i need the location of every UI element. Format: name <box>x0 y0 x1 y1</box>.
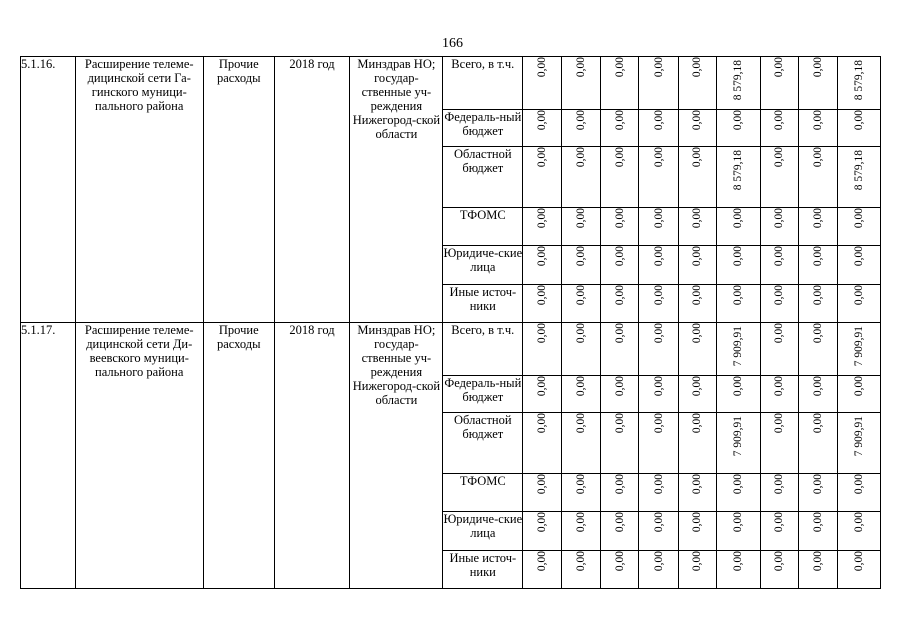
value-text: 0,00 <box>574 147 587 168</box>
value-text: 0,00 <box>574 376 587 397</box>
value-cell <box>561 474 600 512</box>
value-text: 0,00 <box>652 246 665 267</box>
value-text: 8 579,18 <box>732 150 745 191</box>
value-cell <box>523 246 561 285</box>
value-text: 7 909,91 <box>732 326 745 367</box>
value-text: 0,00 <box>691 246 704 267</box>
value-text: 7 909,91 <box>732 416 745 457</box>
value-text: 0,00 <box>652 147 665 168</box>
value-text: 0,00 <box>652 110 665 131</box>
funding-source-label: Иные источ-ники <box>443 285 523 323</box>
value-text: 0,00 <box>812 57 825 78</box>
value-text: 0,00 <box>732 551 745 572</box>
value-text: 0,00 <box>691 285 704 306</box>
value-text: 0,00 <box>773 246 786 267</box>
value-text: 0,00 <box>691 474 704 495</box>
value-text: 8 579,18 <box>732 60 745 101</box>
implementation-year: 2018 год <box>274 323 350 589</box>
value-cell <box>838 512 881 551</box>
value-cell <box>601 246 639 285</box>
value-cell <box>760 246 798 285</box>
value-text: 0,00 <box>652 285 665 306</box>
value-cell <box>561 110 600 147</box>
value-text: 0,00 <box>574 551 587 572</box>
value-cell <box>760 551 798 589</box>
value-cell <box>601 323 639 376</box>
value-text: 0,00 <box>535 512 548 533</box>
value-cell <box>639 147 678 208</box>
value-cell <box>601 208 639 246</box>
value-text: 0,00 <box>812 551 825 572</box>
value-cell <box>799 246 838 285</box>
funding-source-label: Федераль-ный бюджет <box>443 110 523 147</box>
value-text: 0,00 <box>574 110 587 131</box>
value-text: 0,00 <box>853 376 866 397</box>
value-text: 0,00 <box>613 147 626 168</box>
value-text: 0,00 <box>613 57 626 78</box>
value-cell <box>639 323 678 376</box>
value-cell <box>561 512 600 551</box>
value-text: 0,00 <box>773 110 786 131</box>
value-cell <box>799 285 838 323</box>
value-cell <box>838 474 881 512</box>
value-text: 0,00 <box>535 551 548 572</box>
value-cell <box>717 376 760 413</box>
value-cell <box>717 474 760 512</box>
value-cell <box>760 474 798 512</box>
value-text: 0,00 <box>691 376 704 397</box>
value-text: 0,00 <box>652 323 665 344</box>
value-cell <box>760 57 798 110</box>
value-text: 0,00 <box>652 208 665 229</box>
value-text: 0,00 <box>773 512 786 533</box>
value-cell <box>799 110 838 147</box>
value-text: 0,00 <box>613 413 626 434</box>
value-text: 0,00 <box>691 110 704 131</box>
value-cell <box>678 246 716 285</box>
value-text: 0,00 <box>732 285 745 306</box>
value-cell <box>523 323 561 376</box>
table-body <box>21 57 881 589</box>
value-text: 0,00 <box>535 208 548 229</box>
funding-source-label: ТФОМС <box>443 208 523 246</box>
value-cell <box>678 474 716 512</box>
value-text: 0,00 <box>613 208 626 229</box>
value-cell <box>523 376 561 413</box>
value-text: 0,00 <box>732 376 745 397</box>
value-cell <box>799 413 838 474</box>
value-cell <box>717 512 760 551</box>
value-cell <box>678 57 716 110</box>
value-text: 0,00 <box>652 474 665 495</box>
value-cell <box>678 376 716 413</box>
value-text: 0,00 <box>652 376 665 397</box>
value-cell <box>717 285 760 323</box>
funding-source-label: Иные источ-ники <box>443 551 523 589</box>
expense-type: Прочие расходы <box>203 323 274 589</box>
value-text: 0,00 <box>535 413 548 434</box>
value-cell <box>561 246 600 285</box>
value-text: 0,00 <box>853 110 866 131</box>
value-cell <box>601 147 639 208</box>
value-text: 0,00 <box>812 512 825 533</box>
value-text: 0,00 <box>691 323 704 344</box>
value-text: 0,00 <box>574 474 587 495</box>
funding-source-label: ТФОМС <box>443 474 523 512</box>
budget-table <box>20 56 881 589</box>
value-cell <box>760 376 798 413</box>
value-text: 0,00 <box>691 208 704 229</box>
value-cell <box>523 413 561 474</box>
value-text: 0,00 <box>574 512 587 533</box>
value-text: 0,00 <box>732 208 745 229</box>
value-cell <box>639 376 678 413</box>
funding-source-label: Всего, в т.ч. <box>443 323 523 376</box>
measure-number: 5.1.16. <box>21 57 76 323</box>
value-text: 0,00 <box>652 57 665 78</box>
value-cell <box>717 57 760 110</box>
value-cell <box>678 147 716 208</box>
value-text: 0,00 <box>773 413 786 434</box>
value-text: 0,00 <box>812 285 825 306</box>
value-cell <box>561 413 600 474</box>
value-text: 0,00 <box>812 110 825 131</box>
value-text: 0,00 <box>613 551 626 572</box>
value-cell <box>639 285 678 323</box>
value-text: 0,00 <box>574 57 587 78</box>
value-text: 0,00 <box>812 323 825 344</box>
value-text: 0,00 <box>853 208 866 229</box>
value-cell <box>760 512 798 551</box>
value-cell <box>760 147 798 208</box>
value-text: 0,00 <box>853 285 866 306</box>
measure-name: Расширение телеме-дицинской сети Ди-веевского муници-пального района <box>75 323 203 589</box>
value-text: 0,00 <box>613 285 626 306</box>
value-text: 0,00 <box>773 57 786 78</box>
value-text: 0,00 <box>574 285 587 306</box>
value-text: 0,00 <box>613 376 626 397</box>
value-text: 0,00 <box>574 323 587 344</box>
value-cell <box>760 413 798 474</box>
value-cell <box>717 323 760 376</box>
table-row <box>21 323 881 376</box>
value-cell <box>678 413 716 474</box>
value-text: 0,00 <box>613 323 626 344</box>
value-cell <box>523 110 561 147</box>
value-cell <box>523 285 561 323</box>
value-cell <box>799 323 838 376</box>
value-text: 0,00 <box>691 147 704 168</box>
value-text: 0,00 <box>613 512 626 533</box>
value-cell <box>678 208 716 246</box>
value-cell <box>561 376 600 413</box>
value-cell <box>601 474 639 512</box>
value-cell <box>561 208 600 246</box>
funding-source-label: Юридиче-ские лица <box>443 246 523 285</box>
value-text: 0,00 <box>535 147 548 168</box>
value-text: 7 909,91 <box>853 326 866 367</box>
value-text: 0,00 <box>691 551 704 572</box>
value-text: 0,00 <box>773 147 786 168</box>
value-cell <box>639 413 678 474</box>
value-cell <box>523 551 561 589</box>
value-cell <box>561 57 600 110</box>
value-cell <box>717 110 760 147</box>
page-number: 166 <box>442 36 463 51</box>
value-text: 0,00 <box>535 323 548 344</box>
expense-type: Прочие расходы <box>203 57 274 323</box>
value-text: 0,00 <box>853 512 866 533</box>
value-cell <box>678 512 716 551</box>
value-text: 0,00 <box>812 474 825 495</box>
value-text: 0,00 <box>812 208 825 229</box>
funding-source-label: Федераль-ный бюджет <box>443 376 523 413</box>
value-cell <box>717 147 760 208</box>
value-cell <box>639 110 678 147</box>
value-text: 0,00 <box>773 474 786 495</box>
value-text: 0,00 <box>574 208 587 229</box>
executor: Минздрав НО; государ-ственные уч-реждения Нижегород-ской области <box>350 323 443 589</box>
value-cell <box>601 57 639 110</box>
value-cell <box>838 147 881 208</box>
measure-name: Расширение телеме-дицинской сети Га-гинского муници-пального района <box>75 57 203 323</box>
value-cell <box>561 323 600 376</box>
value-text: 0,00 <box>691 413 704 434</box>
value-cell <box>561 551 600 589</box>
value-cell <box>799 147 838 208</box>
value-cell <box>639 246 678 285</box>
value-cell <box>799 57 838 110</box>
value-text: 0,00 <box>574 246 587 267</box>
funding-source-label: Юридиче-ские лица <box>443 512 523 551</box>
value-text: 0,00 <box>812 376 825 397</box>
value-cell <box>523 147 561 208</box>
value-cell <box>717 551 760 589</box>
value-cell <box>838 323 881 376</box>
value-text: 0,00 <box>652 512 665 533</box>
value-cell <box>639 512 678 551</box>
value-cell <box>601 285 639 323</box>
value-cell <box>760 285 798 323</box>
value-text: 0,00 <box>812 413 825 434</box>
value-cell <box>639 208 678 246</box>
value-text: 0,00 <box>574 413 587 434</box>
implementation-year: 2018 год <box>274 57 350 323</box>
value-text: 0,00 <box>732 474 745 495</box>
value-text: 0,00 <box>652 551 665 572</box>
value-text: 0,00 <box>732 246 745 267</box>
value-text: 0,00 <box>812 246 825 267</box>
value-text: 8 579,18 <box>853 150 866 191</box>
value-text: 8 579,18 <box>853 60 866 101</box>
value-cell <box>799 474 838 512</box>
value-cell <box>678 551 716 589</box>
value-text: 0,00 <box>853 246 866 267</box>
value-text: 0,00 <box>535 474 548 495</box>
value-text: 0,00 <box>535 57 548 78</box>
value-cell <box>838 285 881 323</box>
measure-number: 5.1.17. <box>21 323 76 589</box>
value-cell <box>601 110 639 147</box>
value-cell <box>838 376 881 413</box>
value-cell <box>838 246 881 285</box>
value-text: 0,00 <box>732 110 745 131</box>
value-text: 0,00 <box>613 474 626 495</box>
value-text: 0,00 <box>773 551 786 572</box>
value-cell <box>561 147 600 208</box>
value-text: 0,00 <box>613 246 626 267</box>
table-row <box>21 57 881 110</box>
value-text: 0,00 <box>773 285 786 306</box>
value-text: 0,00 <box>535 246 548 267</box>
value-text: 0,00 <box>691 512 704 533</box>
value-cell <box>799 208 838 246</box>
value-cell <box>678 323 716 376</box>
value-text: 0,00 <box>535 376 548 397</box>
value-cell <box>717 413 760 474</box>
value-text: 0,00 <box>652 413 665 434</box>
value-cell <box>639 57 678 110</box>
value-cell <box>799 551 838 589</box>
value-cell <box>760 323 798 376</box>
value-cell <box>601 551 639 589</box>
value-cell <box>717 208 760 246</box>
value-cell <box>760 110 798 147</box>
value-cell <box>639 474 678 512</box>
value-text: 0,00 <box>732 512 745 533</box>
funding-source-label: Областной бюджет <box>443 413 523 474</box>
value-text: 0,00 <box>613 110 626 131</box>
value-text: 0,00 <box>853 551 866 572</box>
funding-source-label: Областной бюджет <box>443 147 523 208</box>
value-text: 0,00 <box>535 110 548 131</box>
value-cell <box>799 376 838 413</box>
value-cell <box>838 110 881 147</box>
value-cell <box>523 474 561 512</box>
value-cell <box>838 413 881 474</box>
value-cell <box>760 208 798 246</box>
value-cell <box>601 512 639 551</box>
value-text: 0,00 <box>853 474 866 495</box>
value-text: 0,00 <box>773 208 786 229</box>
value-text: 7 909,91 <box>853 416 866 457</box>
value-cell <box>838 551 881 589</box>
value-cell <box>838 208 881 246</box>
value-cell <box>601 413 639 474</box>
value-text: 0,00 <box>535 285 548 306</box>
value-text: 0,00 <box>773 376 786 397</box>
value-text: 0,00 <box>812 147 825 168</box>
value-cell <box>838 57 881 110</box>
value-cell <box>523 208 561 246</box>
value-cell <box>601 376 639 413</box>
value-cell <box>523 57 561 110</box>
value-cell <box>799 512 838 551</box>
value-cell <box>717 246 760 285</box>
value-cell <box>678 110 716 147</box>
value-cell <box>639 551 678 589</box>
value-text: 0,00 <box>691 57 704 78</box>
value-cell <box>678 285 716 323</box>
value-cell <box>523 512 561 551</box>
executor: Минздрав НО; государ-ственные уч-реждения Нижегород-ской области <box>350 57 443 323</box>
funding-source-label: Всего, в т.ч. <box>443 57 523 110</box>
value-text: 0,00 <box>773 323 786 344</box>
value-cell <box>561 285 600 323</box>
